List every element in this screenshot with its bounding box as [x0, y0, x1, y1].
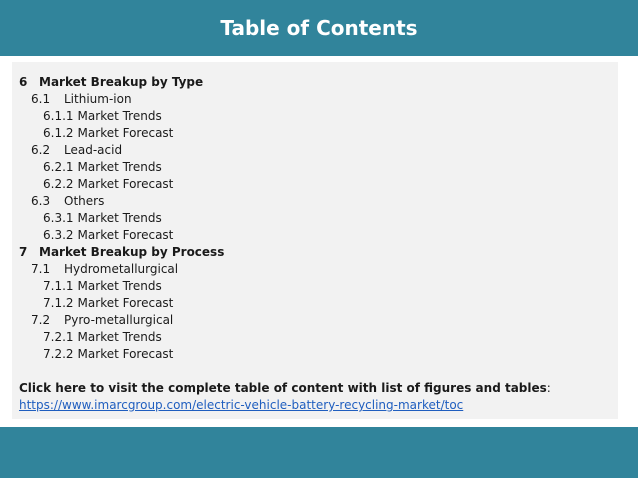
toc-label: Market Trends — [77, 211, 162, 225]
toc-label: Market Trends — [77, 109, 162, 123]
toc-number: 7.1.1 — [43, 279, 74, 293]
toc-number: 7 — [19, 245, 28, 259]
toc-subsection — [19, 193, 618, 210]
cta-link-line — [19, 397, 618, 414]
toc-item — [19, 329, 618, 346]
toc-number: 6.3.1 — [43, 211, 74, 225]
toc-label: Lead-acid — [64, 143, 123, 157]
toc-label: Market Forecast — [77, 296, 174, 310]
toc-item — [19, 346, 618, 363]
toc-number: 7.2 — [31, 313, 51, 327]
toc-item — [19, 108, 618, 125]
toc-label: Market Forecast — [77, 126, 174, 140]
toc-link[interactable]: https://www.imarcgroup.com/electric-vehicle-battery-recycling-market/toc — [19, 398, 464, 412]
toc-number: 6.3.2 — [43, 228, 74, 242]
toc-number: 7.1 — [31, 262, 51, 276]
footer-bar — [0, 427, 638, 478]
toc-label: Lithium-ion — [64, 92, 132, 106]
toc-number: 6.1.2 — [43, 126, 74, 140]
toc-number: 6 — [19, 75, 28, 89]
toc-number: 6.2 — [31, 143, 51, 157]
toc-number: 6.2.2 — [43, 177, 74, 191]
toc-label: Market Forecast — [77, 228, 174, 242]
toc-item — [19, 125, 618, 142]
spacer — [19, 363, 618, 380]
toc-number: 7.2.1 — [43, 330, 74, 344]
toc-label: Market Trends — [77, 160, 162, 174]
toc-label: Market Forecast — [77, 177, 174, 191]
toc-item — [19, 176, 618, 193]
toc-label: Others — [64, 194, 105, 208]
toc-panel — [12, 62, 618, 419]
toc-number: 6.1.1 — [43, 109, 74, 123]
toc-label: Market Trends — [77, 330, 162, 344]
toc-number: 7.1.2 — [43, 296, 74, 310]
toc-subsection — [19, 261, 618, 278]
toc-label: Market Forecast — [77, 347, 174, 361]
toc-item — [19, 278, 618, 295]
toc-item — [19, 210, 618, 227]
cta-colon: : — [546, 381, 551, 395]
toc-item — [19, 295, 618, 312]
toc-subsection — [19, 312, 618, 329]
toc-number: 7.2.2 — [43, 347, 74, 361]
toc-label: Hydrometallurgical — [64, 262, 179, 276]
title-bar — [0, 0, 638, 56]
toc-list — [19, 74, 618, 363]
toc-subsection — [19, 91, 618, 108]
toc-number: 6.1 — [31, 92, 51, 106]
toc-section — [19, 74, 618, 91]
toc-number: 6.2.1 — [43, 160, 74, 174]
page-title: Table of Contents — [220, 16, 418, 40]
cta-line — [19, 380, 618, 397]
toc-label: Pyro-metallurgical — [64, 313, 174, 327]
toc-item — [19, 227, 618, 244]
toc-item — [19, 159, 618, 176]
cta-text: Click here to visit the complete table of content with list of figures and tables — [19, 381, 547, 395]
toc-label: Market Breakup by Type — [39, 75, 204, 89]
toc-subsection — [19, 142, 618, 159]
toc-section — [19, 244, 618, 261]
toc-number: 6.3 — [31, 194, 51, 208]
toc-label: Market Trends — [77, 279, 162, 293]
toc-label: Market Breakup by Process — [39, 245, 225, 259]
